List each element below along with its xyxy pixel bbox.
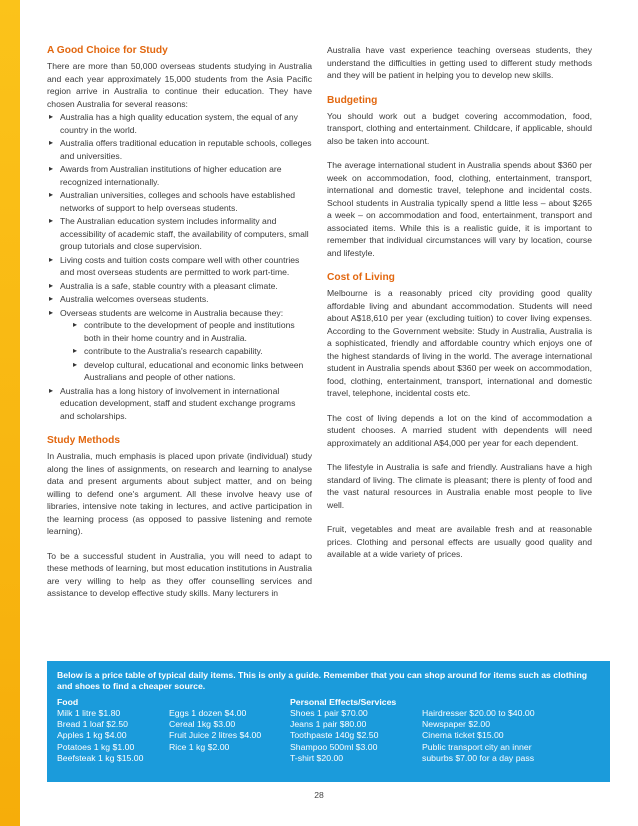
reasons-list: [47, 111, 312, 422]
price-cell: Fruit Juice 2 litres $4.00: [169, 730, 262, 741]
reason-item: ▸ Living costs and tuition costs compare well with other countries and most overseas students are permitted to work part-time.: [47, 254, 312, 279]
price-table-intro: Below is a price table of typical daily items. This is only a guide. Remember that you can shop around for items such as clothing and shoes to find a cheaper source.: [57, 670, 588, 692]
food-heading: Food: [57, 696, 79, 707]
price-table-box: [47, 661, 610, 782]
budgeting-paragraph: The average international student in Australia spends about $360 per week on accommodation, food, clothing, entertainment, transport, international and domestic travel, telephone and incidental costs. School students in Australia typically spend a little less – about $265 a week – on accommodation and food, entertainment, transport and associated items. While this is a realistic guide, it is important to remember that individual circumstances will vary by location, course and lifestyle.: [327, 160, 592, 258]
price-cell: Public transport city an inner: [422, 741, 532, 752]
price-cell: Shoes 1 pair $70.00: [290, 707, 368, 718]
reason-item-text: Overseas students are welcome in Australia because they:: [60, 307, 284, 318]
budgeting-paragraph: You should work out a budget covering accommodation, food, transport, clothing and entertainment. Childcare, if applicable, should also be taken into account.: [327, 110, 592, 146]
reason-item: ▸ Awards from Australian institutions of higher education are recognized internationally.: [47, 163, 312, 188]
reason-item: ▸ Australia has a high quality education system, the equal of any country in the world.: [47, 111, 312, 136]
welcome-sublist: [60, 319, 312, 384]
price-cell: Shampoo 500ml $3.00: [290, 741, 378, 752]
price-cell: Toothpaste 140g $2.50: [290, 730, 379, 741]
price-cell: Cereal 1kg $3.00: [169, 719, 236, 730]
continued-paragraph: Australia have vast experience teaching overseas students, they understand the difficulties in getting used to different study methods and they will be patient in helping you to develop new skills.: [327, 45, 592, 80]
price-cell: Rice 1 kg $2.00: [169, 741, 230, 752]
yellow-side-stripe: [0, 0, 20, 826]
price-cell: Hairdresser $20.00 to $40.00: [422, 707, 535, 718]
cost-of-living-paragraph: Melbourne is a reasonably priced city providing good quality affordable living and abundant accommodation. Students will need about A$18,610 per year (excluding tuition) to cover living expenses. According to the Government website: Study in Australia, Australia is a sophisticated, friendly and affordable country which enjoys one of the highest standards of living in the world. The average international student in Australia spends about $360 per week on accommodation, food, clothing, entertainment, transport, international and domestic travel, telephone, incidental costs etc.: [327, 288, 592, 398]
section-title-study-methods: Study Methods: [47, 435, 121, 446]
price-cell: Newspaper $2.00: [422, 719, 491, 730]
page-number: 28: [314, 790, 324, 800]
cost-of-living-paragraph: Fruit, vegetables and meat are available fresh and at reasonable prices. Clothing and personal effects are usually good quality and available at a wide variety of prices.: [327, 524, 592, 559]
reason-item: ▸ Australia has a long history of involvement in international education development, staff and student exchange programs and scholarships.: [47, 385, 312, 423]
welcome-subitem: ▸ develop cultural, educational and economic links between Australians and people of other nations.: [60, 359, 312, 384]
price-cell: Beefsteak 1 kg $15.00: [57, 753, 144, 764]
reason-item: ▸ Australian universities, colleges and schools have established networks of support to help overseas students.: [47, 189, 312, 214]
price-cell: Apples 1 kg $4.00: [57, 730, 127, 741]
price-cell: T-shirt $20.00: [290, 753, 344, 764]
welcome-subitem: ▸ contribute to the development of people and institutions both in their home country and in Australia.: [60, 319, 312, 344]
empty-cell: [169, 697, 290, 708]
cost-of-living-paragraph: The lifestyle in Australia is safe and friendly. Australians have a high standard of living. The climate is pleasant; there is plenty of food and the vast natural resources in Australia enable most people to live well.: [327, 462, 592, 510]
personal-heading: Personal Effects/Services: [290, 696, 397, 707]
reason-item: ▸ Australia offers traditional education in reputable schools, colleges and universities.: [47, 137, 312, 162]
reason-item: ▸ The Australian education system includes informality and accessibility of academic staff, the availability of computers, small group tutorials and close supervision.: [47, 215, 312, 253]
price-cell: Eggs 1 dozen $4.00: [169, 707, 247, 718]
welcome-subitem: ▸ contribute to the Australia's research capability.: [60, 345, 312, 358]
price-table: [57, 697, 600, 765]
cost-of-living-paragraph: The cost of living depends a lot on the kind of accommodation a student chooses. A married student with dependents will need approximately an additional A$4,000 per year for each dependent.: [327, 412, 592, 448]
price-cell: [169, 753, 290, 764]
reason-item: ▸ Australia welcomes overseas students.: [47, 293, 312, 306]
reason-item: ▸ Australia is a safe, stable country with a pleasant climate.: [47, 280, 312, 293]
right-column: [327, 44, 592, 573]
left-column: [47, 44, 312, 612]
price-cell: Jeans 1 pair $80.00: [290, 719, 367, 730]
price-cell: suburbs $7.00 for a day pass: [422, 753, 535, 764]
price-cell: Potatoes 1 kg $1.00: [57, 741, 135, 752]
price-cell: Cinema ticket $15.00: [422, 730, 504, 741]
study-methods-paragraph: To be a successful student in Australia, you will need to adapt to these methods of learning, but most education institutions in Australia are very willing to help as they offer counselling services and assistance to develop effective study skills. Many lecturers in: [47, 550, 312, 598]
empty-cell: [422, 697, 600, 708]
good-choice-intro: There are more than 50,000 overseas students studying in Australia and each year approximately 15,000 students from the Asia Pacific region arrive in Australia to continue their education. They have chosen Australia for several reasons:: [47, 61, 312, 109]
price-cell: Bread 1 loaf $2.50: [57, 719, 129, 730]
section-title-budgeting: Budgeting: [327, 94, 378, 106]
study-methods-paragraph: In Australia, much emphasis is placed upon private (individual) study along the lines of assignments, on research and learning to analyse data and present arguments about subject matter, and on being willing to defend one's argument. All these involve heavy use of libraries, intensive note taking in lectures, and active participation in the learning process (as opposed to passive listening and remote learning).: [47, 451, 312, 536]
reason-item: [47, 307, 312, 384]
price-cell: Milk 1 litre $1.80: [57, 707, 121, 718]
section-title-cost-of-living: Cost of Living: [327, 272, 395, 283]
section-title-good-choice: A Good Choice for Study: [47, 45, 168, 56]
